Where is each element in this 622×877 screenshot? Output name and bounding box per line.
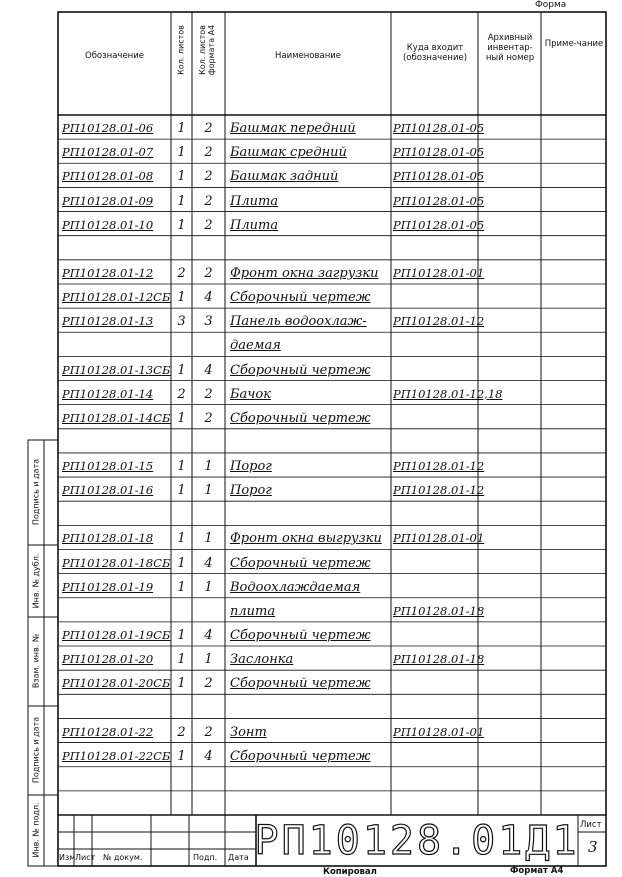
tb-sheet-number: 3	[588, 838, 598, 856]
cell-designation: РП10128.01-16	[62, 483, 154, 498]
cell-where-used: РП10128.01-05	[393, 193, 485, 208]
cell-sheets: 1	[177, 217, 186, 233]
cell-designation: РП10128.01-18СБ	[62, 555, 171, 570]
document-designation: РП10128.01Д1	[254, 817, 580, 864]
tb-sheet-word: Лист	[580, 820, 602, 830]
cell-name: Плита	[230, 193, 279, 209]
cell-designation: РП10128.01-19	[62, 579, 154, 594]
cell-designation: РП10128.01-19СБ	[62, 628, 171, 643]
cell-designation: РП10128.01-09	[62, 193, 154, 208]
header-archive-number: Архивный инвентар-ный номер	[485, 33, 535, 63]
cell-sheets: 1	[177, 483, 186, 499]
footer-format: Формат А4	[510, 866, 564, 876]
cell-name: Заслонка	[230, 652, 294, 668]
cell-where-used: РП10128.01-05	[393, 121, 485, 136]
cell-sheets-a4: 2	[204, 193, 213, 209]
cell-name: Сборочный чертеж	[230, 628, 371, 644]
cell-name: Сборочный чертеж	[230, 748, 371, 764]
cell-where-used: РП10128.01-18	[393, 603, 485, 618]
cell-name: Панель водоохлаж-	[230, 314, 367, 330]
cell-name: даемая	[230, 338, 281, 354]
header-name: Наименование	[274, 51, 342, 61]
cell-sheets: 1	[177, 121, 186, 137]
header-sheets-count: Кол. листов	[176, 25, 186, 75]
cell-sheets: 3	[177, 314, 186, 330]
cell-designation: РП10128.01-12СБ	[62, 290, 171, 305]
cell-designation: РП10128.01-12	[62, 265, 154, 280]
cell-sheets-a4: 2	[204, 217, 213, 233]
cell-sheets-a4: 3	[204, 314, 213, 330]
cell-where-used: РП10128.01-05	[393, 169, 485, 184]
cell-designation: РП10128.01-20	[62, 652, 154, 667]
cell-designation: РП10128.01-13СБ	[62, 362, 171, 377]
cell-designation: РП10128.01-22	[62, 724, 154, 739]
cell-sheets: 1	[177, 459, 186, 475]
cell-where-used: РП10128.01-01	[393, 724, 485, 739]
cell-sheets-a4: 2	[204, 676, 213, 692]
cell-sheets: 1	[177, 748, 186, 764]
cell-where-used: РП10128.01-01	[393, 265, 485, 280]
side-original-inventory: Инв. № подл.	[31, 802, 41, 858]
tb-signature-label: Подп.	[193, 853, 218, 862]
cell-name: Сборочный чертеж	[230, 362, 371, 378]
cell-name: Башмак задний	[230, 169, 339, 185]
cell-sheets-a4: 2	[204, 724, 213, 740]
cell-sheets: 1	[177, 555, 186, 571]
cell-designation: РП10128.01-18	[62, 531, 154, 546]
tb-date-label: Дата	[228, 853, 249, 862]
cell-sheets: 1	[177, 579, 186, 595]
cell-name: Водоохлаждаемая	[230, 579, 361, 595]
cell-sheets: 1	[177, 628, 186, 644]
cell-sheets: 1	[177, 290, 186, 306]
cell-where-used: РП10128.01-12,18	[393, 386, 503, 401]
cell-name: Сборочный чертеж	[230, 555, 371, 571]
cell-where-used: РП10128.01-12	[393, 459, 485, 474]
cell-sheets-a4: 1	[204, 531, 213, 547]
cell-where-used: РП10128.01-05	[393, 145, 485, 160]
cell-sheets-a4: 2	[204, 265, 213, 281]
cell-sheets-a4: 2	[204, 386, 213, 402]
cell-sheets-a4: 4	[204, 290, 213, 306]
cell-sheets: 1	[177, 169, 186, 185]
cell-sheets-a4: 2	[204, 410, 213, 426]
cell-name: Сборочный чертеж	[230, 410, 371, 426]
cell-sheets-a4: 1	[204, 483, 213, 499]
cell-name: Сборочный чертеж	[230, 676, 371, 692]
cell-sheets: 1	[177, 652, 186, 668]
header-designation: Обозначение	[85, 51, 144, 61]
cell-where-used: РП10128.01-12	[393, 314, 485, 329]
cell-sheets: 1	[177, 410, 186, 426]
cell-sheets-a4: 1	[204, 579, 213, 595]
cell-name: Фронт окна выгрузки	[230, 531, 382, 547]
tb-change-label: Изм	[59, 853, 76, 862]
cell-where-used: РП10128.01-05	[393, 217, 485, 232]
cell-name: Фронт окна загрузки	[230, 265, 379, 281]
cell-name: Плита	[230, 217, 279, 233]
cell-where-used: РП10128.01-12	[393, 483, 485, 498]
cell-sheets: 2	[177, 386, 186, 402]
cell-sheets: 1	[177, 531, 186, 547]
cell-name: Бачок	[230, 386, 271, 402]
cell-name: Порог	[230, 483, 272, 499]
cell-designation: РП10128.01-22СБ	[62, 748, 171, 763]
header-where-used: Куда входит (обозначение)	[402, 43, 468, 63]
tb-doc-number-label: № докум.	[103, 853, 143, 862]
cell-sheets-a4: 4	[204, 555, 213, 571]
cell-designation: РП10128.01-14СБ	[62, 410, 171, 425]
cell-sheets-a4: 4	[204, 362, 213, 378]
cell-designation: РП10128.01-15	[62, 459, 154, 474]
cell-designation: РП10128.01-10	[62, 217, 154, 232]
cell-sheets: 1	[177, 193, 186, 209]
cell-sheets: 1	[177, 145, 186, 161]
side-replacement-inventory: Взам. инв. №	[31, 633, 41, 689]
cell-designation: РП10128.01-13	[62, 314, 154, 329]
cell-name: Башмак передний	[230, 121, 356, 137]
cell-name: Башмак средний	[230, 145, 347, 161]
cell-designation: РП10128.01-06	[62, 121, 154, 136]
cell-sheets: 2	[177, 265, 186, 281]
cell-sheets: 1	[177, 676, 186, 692]
cell-sheets-a4: 1	[204, 459, 213, 475]
cell-sheets: 2	[177, 724, 186, 740]
cell-designation: РП10128.01-14	[62, 386, 154, 401]
footer-copied: Копировал	[323, 867, 377, 877]
cell-sheets-a4: 2	[204, 169, 213, 185]
cell-where-used: РП10128.01-01	[393, 531, 485, 546]
cell-where-used: РП10128.01-18	[393, 652, 485, 667]
cell-designation: РП10128.01-08	[62, 169, 154, 184]
side-signature-date-top: Подпись и дата	[31, 458, 41, 526]
header-sheets-a4: Кол. листов формата А4	[198, 24, 216, 76]
cell-name: Порог	[230, 459, 272, 475]
cell-sheets-a4: 4	[204, 628, 213, 644]
cell-sheets-a4: 1	[204, 652, 213, 668]
cell-designation: РП10128.01-20СБ	[62, 676, 171, 691]
cell-sheets-a4: 4	[204, 748, 213, 764]
side-signature-date-bottom: Подпись и дата	[31, 716, 41, 784]
cell-designation: РП10128.01-07	[62, 145, 154, 160]
cell-name: Зонт	[230, 724, 267, 740]
header-note: Приме-чание	[544, 39, 604, 49]
cell-sheets: 1	[177, 362, 186, 378]
cell-name: Сборочный чертеж	[230, 290, 371, 306]
form-label: Форма	[535, 0, 567, 10]
cell-name: плита	[230, 603, 276, 619]
side-duplicate-inventory: Инв. № дубл.	[31, 553, 41, 609]
cell-sheets-a4: 2	[204, 121, 213, 137]
tb-sheet-label: Лист	[75, 853, 96, 862]
cell-sheets-a4: 2	[204, 145, 213, 161]
